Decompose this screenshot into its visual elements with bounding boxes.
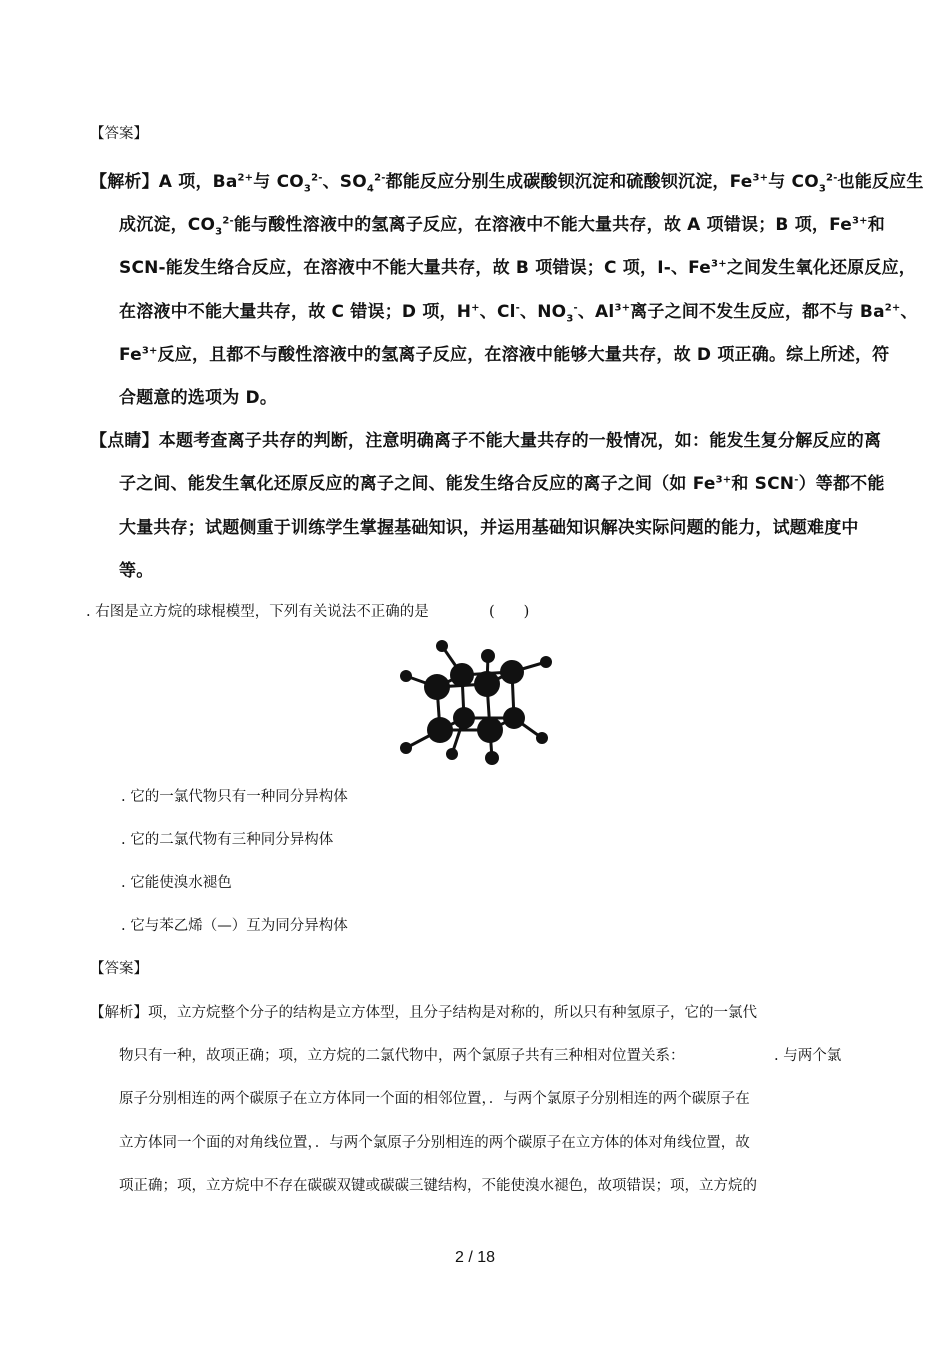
analysis2-line-2-end: . 与两个氯 xyxy=(774,1048,842,1064)
hydrogen-atom xyxy=(436,640,448,652)
hydrogen-atom xyxy=(536,732,548,744)
carbon-atom xyxy=(424,674,450,700)
comment-line-1: 【点睛】本题考查离子共存的判断，注意明确离子不能大量共存的一般情况，如：能发生复分解反应的离 xyxy=(90,431,882,451)
carbon-atom xyxy=(450,663,474,687)
carbon-atom xyxy=(427,717,453,743)
hydrogen-atom xyxy=(481,649,495,663)
analysis2-line-4: 立方体同一个面的对角线位置，．与两个氯原子分别相连的两个碳原子在立方体的体对角线位置，故 xyxy=(119,1135,750,1151)
cubane-model-figure xyxy=(392,632,562,768)
analysis-line-4: 在溶液中不能大量共存，故 C 错误；D 项，H+、Cl-、$NO_3^-$、$Al^{3+}$离子之间不发生反应，都不与 $Ba^{2+}$、 xyxy=(119,302,918,325)
analysis-line-1: 【解析】A 项，$Ba^{2+}$与 $CO_3^{2-}$、$SO_4^{2-}$都能反应分别生成碳酸钡沉淀和硫酸钡沉淀，$Fe^{3+}$与 $CO_3^{2-}$也能反应生 xyxy=(90,172,924,195)
option-a: . 它的一氯代物只有一种同分异构体 xyxy=(121,789,348,805)
carbon-atom xyxy=(500,660,524,684)
analysis2-line-5: 项正确；项，立方烷中不存在碳碳双键或碳碳三键结构，不能使溴水褪色，故项错误；项，立方烷的 xyxy=(119,1178,757,1194)
comment-line-3: 大量共存；试题侧重于训练学生掌握基础知识，并运用基础知识解决实际问题的能力，试题难度中 xyxy=(119,518,859,538)
option-c: . 它能使溴水褪色 xyxy=(121,875,232,891)
answer-label: 【答案】 xyxy=(90,961,148,977)
hydrogen-atom xyxy=(400,670,412,682)
option-d: . 它与苯乙烯（—）互为同分异构体 xyxy=(121,918,348,934)
hydrogen-atom xyxy=(446,748,458,760)
hydrogen-atom xyxy=(540,656,552,668)
analysis2-line-2: 物只有一种，故项正确；项，立方烷的二氯代物中，两个氯原子共有三种相对位置关系： xyxy=(119,1048,685,1064)
comment-line-4: 等。 xyxy=(119,561,154,581)
question-text: . 右图是立方烷的球棍模型，下列有关说法不正确的是 xyxy=(86,604,429,620)
carbon-atom xyxy=(474,671,500,697)
option-b: . 它的二氯代物有三种同分异构体 xyxy=(121,832,334,848)
question-paren: ( ) xyxy=(489,604,530,620)
analysis2-line-1: 【解析】项，立方烷整个分子的结构是立方体型，且分子结构是对称的，所以只有种氢原子，它的一氯代 xyxy=(90,1005,757,1021)
comment-line-2: 子之间、能发生氧化还原反应的离子之间、能发生络合反应的离子之间（如 $Fe^{3+}$和 SCN-）等都不能 xyxy=(119,474,885,494)
analysis2-line-3: 原子分别相连的两个碳原子在立方体同一个面的相邻位置，．与两个氯原子分别相连的两个碳原子在 xyxy=(119,1091,750,1107)
hydrogen-atom xyxy=(400,742,412,754)
analysis-line-3: SCN-能发生络合反应，在溶液中不能大量共存，故 B 项错误；C 项，I-、$Fe^{3+}$之间发生氧化还原反应， xyxy=(119,258,916,278)
carbon-atom xyxy=(477,717,503,743)
page-number: 2 / 18 xyxy=(454,1249,496,1266)
analysis-line-5: $Fe^{3+}$反应，且都不与酸性溶液中的氢离子反应，在溶液中能够大量共存，故 D 项正确。综上所述，符 xyxy=(119,345,890,365)
carbon-atom xyxy=(453,707,475,729)
analysis-line-2: 成沉淀，$CO_3^{2-}$能与酸性溶液中的氢离子反应，在溶液中不能大量共存，故 A 项错误；B 项，$Fe^{3+}$和 xyxy=(119,215,885,238)
analysis-line-6: 合题意的选项为 D。 xyxy=(119,388,278,408)
answer-label: 【答案】 xyxy=(90,126,148,142)
carbon-atom xyxy=(503,707,525,729)
hydrogen-atom xyxy=(485,751,499,765)
